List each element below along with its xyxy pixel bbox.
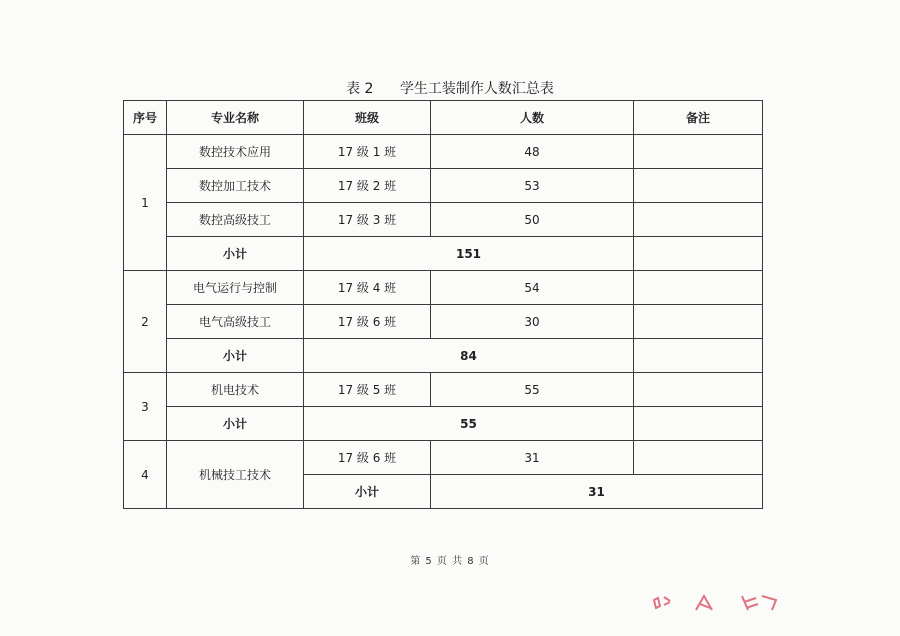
major-cell: 数控技术应用: [167, 135, 304, 169]
subtotal-label: 小计: [304, 475, 431, 509]
seq-cell: 4: [124, 441, 167, 509]
subtotal-value: 55: [304, 407, 634, 441]
note-cell: [634, 237, 763, 271]
major-cell: 电气高级技工: [167, 305, 304, 339]
count-cell: 53: [431, 169, 634, 203]
subtotal-row: [124, 407, 763, 441]
note-cell: [634, 271, 763, 305]
major-cell: 机械技工技术: [167, 441, 304, 509]
subtotal-label: 小计: [167, 407, 304, 441]
table-number: 表 2: [346, 81, 374, 97]
table-caption: [0, 78, 900, 98]
class-cell: 17 级 6 班: [304, 305, 431, 339]
note-cell: [634, 135, 763, 169]
header-count: 人数: [431, 101, 634, 135]
note-cell: [634, 373, 763, 407]
subtotal-row: [124, 339, 763, 373]
seq-cell: 2: [124, 271, 167, 373]
table-row: [124, 271, 763, 305]
note-cell: [634, 339, 763, 373]
subtotal-label: 小计: [167, 237, 304, 271]
subtotal-label: 小计: [167, 339, 304, 373]
count-cell: 55: [431, 373, 634, 407]
subtotal-row: [124, 237, 763, 271]
class-cell: 17 级 6 班: [304, 441, 431, 475]
count-cell: 54: [431, 271, 634, 305]
major-cell: 数控加工技术: [167, 169, 304, 203]
page-footer: 第 5 页 共 8 页: [410, 556, 490, 567]
header-note: 备注: [634, 101, 763, 135]
note-cell: [634, 407, 763, 441]
header-seq: 序号: [124, 101, 167, 135]
seq-cell: 1: [124, 135, 167, 271]
major-cell: 数控高级技工: [167, 203, 304, 237]
table-row: [124, 135, 763, 169]
class-cell: 17 级 5 班: [304, 373, 431, 407]
header-major: 专业名称: [167, 101, 304, 135]
class-cell: 17 级 1 班: [304, 135, 431, 169]
class-cell: 17 级 2 班: [304, 169, 431, 203]
count-cell: 31: [431, 441, 634, 475]
seq-cell: 3: [124, 373, 167, 441]
count-cell: 48: [431, 135, 634, 169]
subtotal-value: 31: [431, 475, 763, 509]
subtotal-value: 151: [304, 237, 634, 271]
note-cell: [634, 305, 763, 339]
table-row: [124, 203, 763, 237]
note-cell: [634, 441, 763, 475]
header-class: 班级: [304, 101, 431, 135]
red-stamp-mark: [652, 592, 782, 614]
class-cell: 17 级 3 班: [304, 203, 431, 237]
summary-table: [123, 100, 763, 509]
table-row: [124, 441, 763, 475]
class-cell: 17 级 4 班: [304, 271, 431, 305]
major-cell: 机电技术: [167, 373, 304, 407]
count-cell: 30: [431, 305, 634, 339]
table-title: 学生工装制作人数汇总表: [399, 81, 554, 97]
note-cell: [634, 203, 763, 237]
subtotal-value: 84: [304, 339, 634, 373]
major-cell: 电气运行与控制: [167, 271, 304, 305]
table-row: [124, 305, 763, 339]
note-cell: [634, 169, 763, 203]
count-cell: 50: [431, 203, 634, 237]
header-row: [124, 101, 763, 135]
table-row: [124, 373, 763, 407]
table-row: [124, 169, 763, 203]
